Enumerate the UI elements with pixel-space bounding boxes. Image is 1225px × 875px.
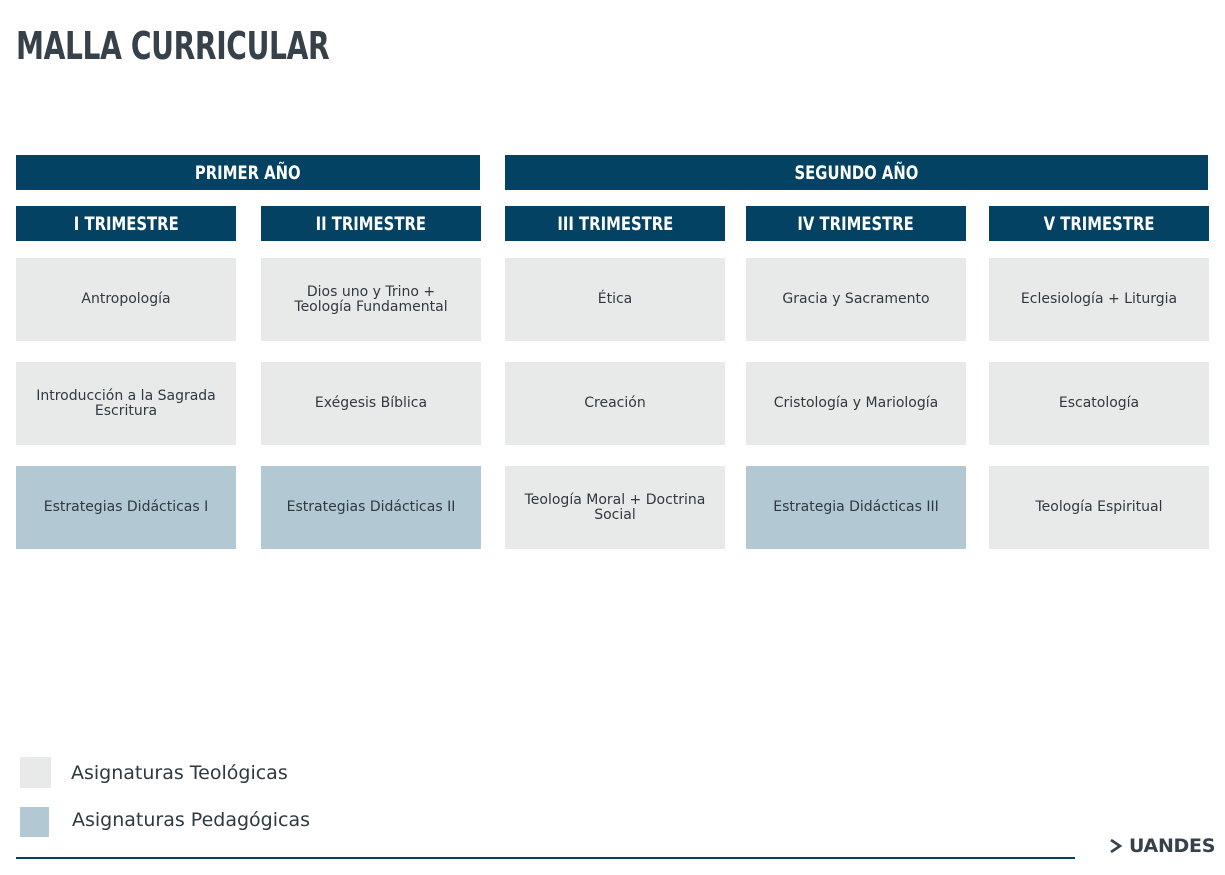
course-theological: Escatología <box>989 362 1209 445</box>
year-header-2 <box>505 155 1208 190</box>
year-header-label: SEGUNDO AÑO <box>794 161 919 184</box>
trimester-header-label: I TRIMESTRE <box>73 212 179 235</box>
legend-label-theological: Asignaturas Teológicas <box>71 762 288 784</box>
course-pedagogical: Estrategia Didácticas III <box>746 466 966 549</box>
course-pedagogical: Estrategias Didácticas I <box>16 466 236 549</box>
course-pedagogical: Estrategias Didácticas II <box>261 466 481 549</box>
footer-divider <box>16 857 1075 859</box>
year-header-1 <box>16 155 480 190</box>
brand-name: UANDES <box>1129 835 1216 857</box>
course-theological: Cristología y Mariología <box>746 362 966 445</box>
legend-swatch-theological <box>20 757 51 788</box>
trimester-header-1 <box>16 206 236 241</box>
course-theological: Teología Moral + Doctrina Social <box>505 466 725 549</box>
year-header-label: PRIMER AÑO <box>195 161 301 184</box>
course-theological: Introducción a la Sagrada Escritura <box>16 362 236 445</box>
brand-logo <box>1109 835 1215 857</box>
chevron-right-icon <box>1109 838 1123 854</box>
trimester-header-5 <box>989 206 1209 241</box>
page-title: MALLA CURRICULAR <box>16 24 330 68</box>
course-theological: Eclesiología + Liturgia <box>989 258 1209 341</box>
course-theological: Exégesis Bíblica <box>261 362 481 445</box>
trimester-header-3 <box>505 206 725 241</box>
legend-label-pedagogical: Asignaturas Pedagógicas <box>72 809 310 831</box>
trimester-header-4 <box>746 206 966 241</box>
course-theological: Creación <box>505 362 725 445</box>
trimester-header-label: II TRIMESTRE <box>315 212 427 235</box>
course-theological: Antropología <box>16 258 236 341</box>
trimester-header-label: III TRIMESTRE <box>557 212 673 235</box>
course-theological: Gracia y Sacramento <box>746 258 966 341</box>
trimester-header-2 <box>261 206 481 241</box>
course-theological: Teología Espiritual <box>989 466 1209 549</box>
trimester-header-label: IV TRIMESTRE <box>797 212 915 235</box>
course-theological: Ética <box>505 258 725 341</box>
legend-swatch-pedagogical <box>20 807 49 837</box>
course-theological: Dios uno y Trino + Teología Fundamental <box>261 258 481 341</box>
trimester-header-label: V TRIMESTRE <box>1043 212 1155 235</box>
